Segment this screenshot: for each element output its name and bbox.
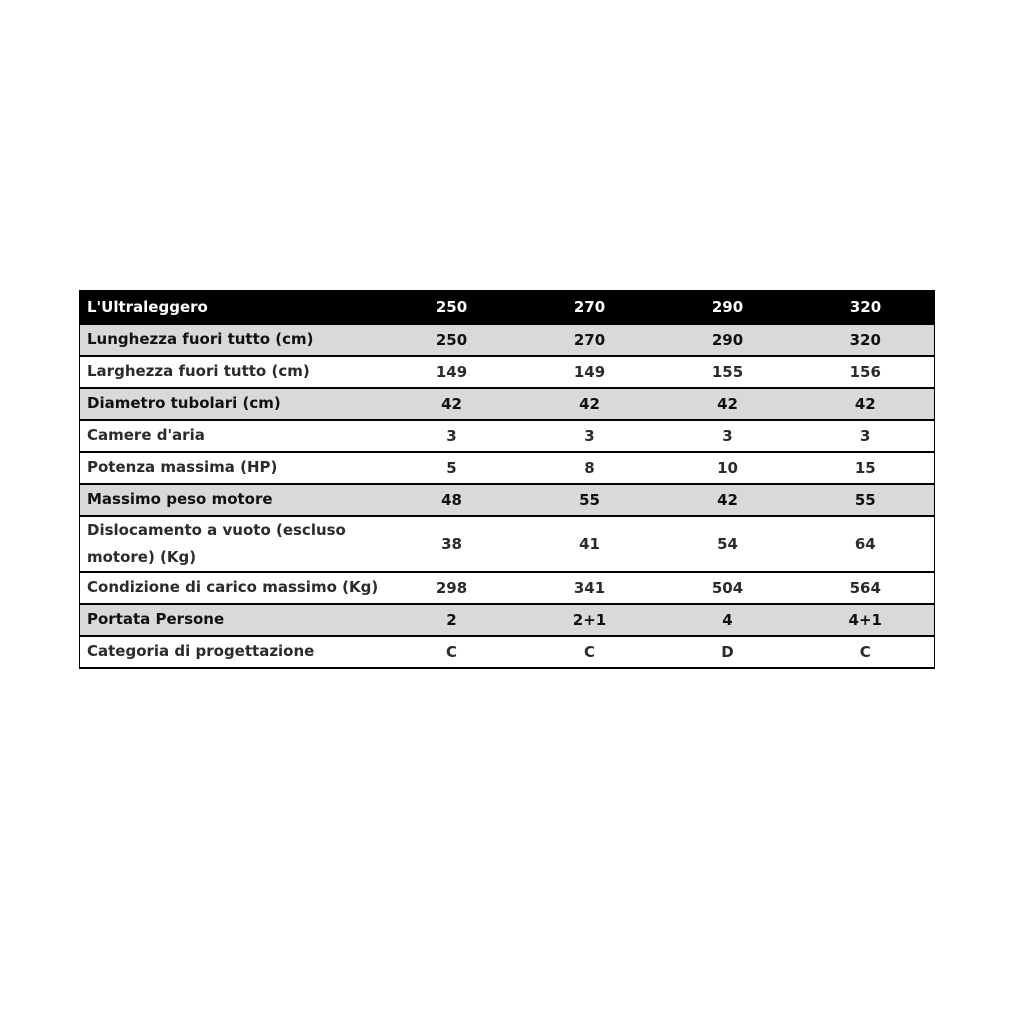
cell-value: 2 [383, 604, 521, 636]
cell-value: 3 [659, 420, 797, 452]
table-header [80, 291, 935, 324]
cell-value: 290 [659, 324, 797, 356]
table-row-camere [80, 420, 935, 452]
cell-value: 42 [797, 388, 935, 420]
table-row-carico [80, 572, 935, 604]
row-label: Dislocamento a vuoto (escluso motore) (Kg) [80, 516, 383, 572]
row-label: Condizione di carico massimo (Kg) [80, 572, 383, 604]
table-row-categoria [80, 636, 935, 668]
header-model-270: 270 [521, 291, 659, 324]
row-label: Categoria di progettazione [80, 636, 383, 668]
row-label: Camere d'aria [80, 420, 383, 452]
cell-value: 3 [797, 420, 935, 452]
table-body [80, 324, 935, 668]
row-label: Lunghezza fuori tutto (cm) [80, 324, 383, 356]
cell-value: 41 [521, 516, 659, 572]
cell-value: 564 [797, 572, 935, 604]
cell-value: 8 [521, 452, 659, 484]
header-title: L'Ultraleggero [80, 291, 383, 324]
row-label: Massimo peso motore [80, 484, 383, 516]
cell-value: 320 [797, 324, 935, 356]
table-row-portata [80, 604, 935, 636]
header-model-250: 250 [383, 291, 521, 324]
header-model-320: 320 [797, 291, 935, 324]
cell-value: 10 [659, 452, 797, 484]
header-model-290: 290 [659, 291, 797, 324]
cell-value: C [383, 636, 521, 668]
cell-value: C [521, 636, 659, 668]
cell-value: 3 [521, 420, 659, 452]
table-row-larghezza [80, 356, 935, 388]
cell-value: 42 [521, 388, 659, 420]
cell-value: 149 [383, 356, 521, 388]
cell-value: 504 [659, 572, 797, 604]
cell-value: 54 [659, 516, 797, 572]
cell-value: 4 [659, 604, 797, 636]
table-row-diametro [80, 388, 935, 420]
cell-value: 55 [797, 484, 935, 516]
cell-value: 298 [383, 572, 521, 604]
cell-value: 55 [521, 484, 659, 516]
cell-value: 2+1 [521, 604, 659, 636]
header-row [80, 291, 935, 324]
cell-value: 3 [383, 420, 521, 452]
table-row-dislocamento [80, 516, 935, 572]
cell-value: 341 [521, 572, 659, 604]
cell-value: 270 [521, 324, 659, 356]
table-row-potenza [80, 452, 935, 484]
cell-value: 42 [659, 388, 797, 420]
table-row-peso-motore [80, 484, 935, 516]
row-label: Portata Persone [80, 604, 383, 636]
row-label: Potenza massima (HP) [80, 452, 383, 484]
cell-value: 149 [521, 356, 659, 388]
cell-value: 4+1 [797, 604, 935, 636]
cell-value: 42 [659, 484, 797, 516]
cell-value: 42 [383, 388, 521, 420]
cell-value: 5 [383, 452, 521, 484]
cell-value: 155 [659, 356, 797, 388]
row-label: Larghezza fuori tutto (cm) [80, 356, 383, 388]
cell-value: D [659, 636, 797, 668]
cell-value: 156 [797, 356, 935, 388]
cell-value: 38 [383, 516, 521, 572]
cell-value: 64 [797, 516, 935, 572]
cell-value: 250 [383, 324, 521, 356]
cell-value: 15 [797, 452, 935, 484]
row-label: Diametro tubolari (cm) [80, 388, 383, 420]
spec-table [79, 290, 935, 669]
cell-value: 48 [383, 484, 521, 516]
cell-value: C [797, 636, 935, 668]
table-row-lunghezza [80, 324, 935, 356]
